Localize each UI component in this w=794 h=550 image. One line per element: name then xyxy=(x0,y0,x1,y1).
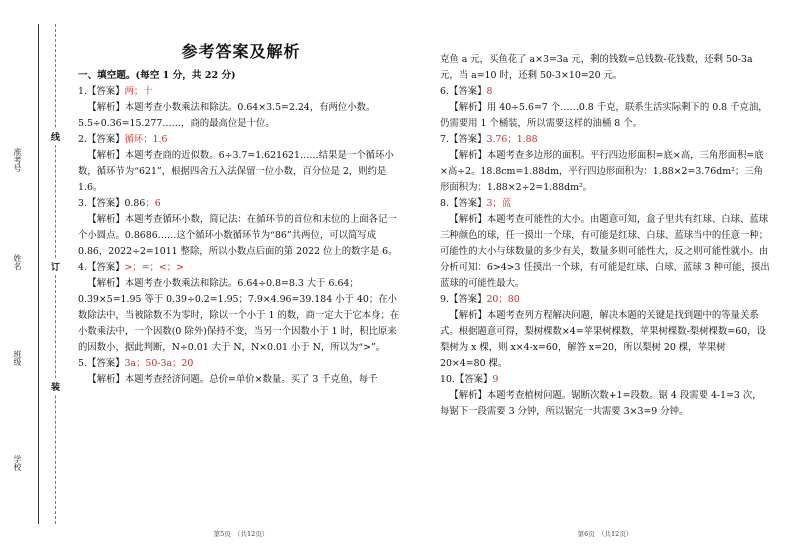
q6-answer: 6.【答案】8 xyxy=(440,86,493,97)
q5-explanation-cont: 克鱼 a 元，买鱼花了 a×3=3a 元，剩的钱数=总钱数-花钱数，还剩 50-3a 元，当 a=10 时，还剩 50-3×10=20 元。 xyxy=(440,54,753,81)
q6-explanation: 【解析】用 40÷5.6=7 个……0.8 千克，联系生活实际剩下的 0.8 千克油，仍需要用 1 个桶装，所以需要这样的油桶 8 个。 xyxy=(440,102,768,129)
q8-explanation: 【解析】本题考查可能性的大小。由题意可知，盒子里共有红球、白球、蓝球三种颜色的球，任一摸出一个球，有可能是红球、白球、蓝球当中的任意一种；可能性的大小与球数量的多少有关，数量多则可能性大，反之则可能性就小。由分析可知：6>4>3 任摸出一个球，有可能是红球、白球、蓝球 3 种可能，摸出蓝球的可能性最大。 xyxy=(440,214,770,289)
section-heading: 一、填空题。(每空 1 分，共 22 分) xyxy=(78,70,236,81)
q7-explanation: 【解析】本题考查多边形的面积。平行四边形面积=底×高，三角形面积=底×高÷2。18.8cm=1.88dm，平行四边形面积为：1.88×2=3.76dm²；三角形面积为：1.88×2÷2=1.88dm²。 xyxy=(440,150,764,193)
cut-mark-ding: 订 xyxy=(51,258,60,275)
right-page xyxy=(440,0,770,550)
binding-margin xyxy=(0,0,75,550)
q10-explanation: 【解析】本题考查植树问题。锯断次数+1=段数。锯 4 段需要 4-1=3 次，每锯下一段需要 3 分钟，所以锯完一共需要 3×3=9 分钟。 xyxy=(440,390,762,417)
q9-explanation: 【解析】本题考查列方程解决问题，解决本题的关键是找到题中的等量关系式。根据题意可得，梨树棵数×4=苹果树棵数，苹果树棵数-梨树棵数=60，设梨树为 x 棵，则 x×4-x=60，解答 x=20，所以梨树 20 棵，苹果树 20×4=80 棵。 xyxy=(440,310,766,369)
page-footer-left: 第5页 （共12页） xyxy=(213,530,269,538)
q5-answer: 5.【答案】3a；50-3a；20 xyxy=(78,358,194,369)
page-title: 参考答案及解析 xyxy=(181,42,301,61)
q1-explanation: 【解析】本题考查小数乘法和除法。0.64×3.5=2.24，有两位小数。5.5÷0.36=15.277……，商的最高位是十位。 xyxy=(78,102,376,129)
q4-answer: 4.【答案】>；=；<；> xyxy=(78,262,184,273)
q5-explanation: 【解析】本题考查经济问题。总价=单价×数量。买了 3 千克鱼，每千 xyxy=(87,374,378,385)
cut-mark-zhuang: 装 xyxy=(51,378,60,395)
q8-answer: 8.【答案】3；蓝 xyxy=(440,198,512,209)
cut-mark-xian: 线 xyxy=(51,128,60,145)
q1-answer: 1.【答案】两；十 xyxy=(78,86,153,97)
binding-line xyxy=(38,24,39,524)
q3-answer: 3.【答案】0.86；6 xyxy=(78,198,161,209)
page-footer-right: 第6页 （共12页） xyxy=(577,530,633,538)
q10-answer: 10.【答案】9 xyxy=(440,374,499,385)
q7-answer: 7.【答案】3.76；1.88 xyxy=(440,134,538,145)
q4-explanation: 【解析】本题考查小数乘法和除法。6.64÷0.8=8.3 大于 6.64；0.39×5=1.95 等于 0.39÷0.2=1.95；7.9×4.96=39.184 小于 40；在小数除法中，当被除数不为零时，除以一个小于 1 的数，商一定大于它本身；在小数乘法中，一个因数(0 除外)保持不变，当另一个因数小于 1 时，积比原来的因数小，据此判断，N÷0.01 大于 N，N×0.01 小于 N，所以为“>”。 xyxy=(78,278,400,353)
q2-explanation: 【解析】本题考查商的近似数。6÷3.7=1.621621……结果是一个循环小数，循环节为“621”，根据四舍五入法保留一位小数，百分位是 2，则约是 1.6。 xyxy=(78,150,394,193)
left-page xyxy=(78,0,404,550)
label-xingming: 姓名 xyxy=(13,254,22,270)
label-kaohao: 准考号 xyxy=(13,148,22,172)
label-banji: 班级 xyxy=(13,350,22,366)
q2-answer: 2.【答案】循环；1.6 xyxy=(78,134,168,145)
q3-explanation: 【解析】本题考查循环小数，简记法：在循环节的首位和末位的上面各记一个小圆点。0.8686……这个循环小数循环节为“86”共两位，可以简写成0.86，2022÷2=1011 整除，所以小数点后面的第 2022 位上的数字是 6。 xyxy=(78,214,398,257)
label-xuexiao: 学校 xyxy=(13,455,22,471)
q9-answer: 9.【答案】20；80 xyxy=(440,294,520,305)
